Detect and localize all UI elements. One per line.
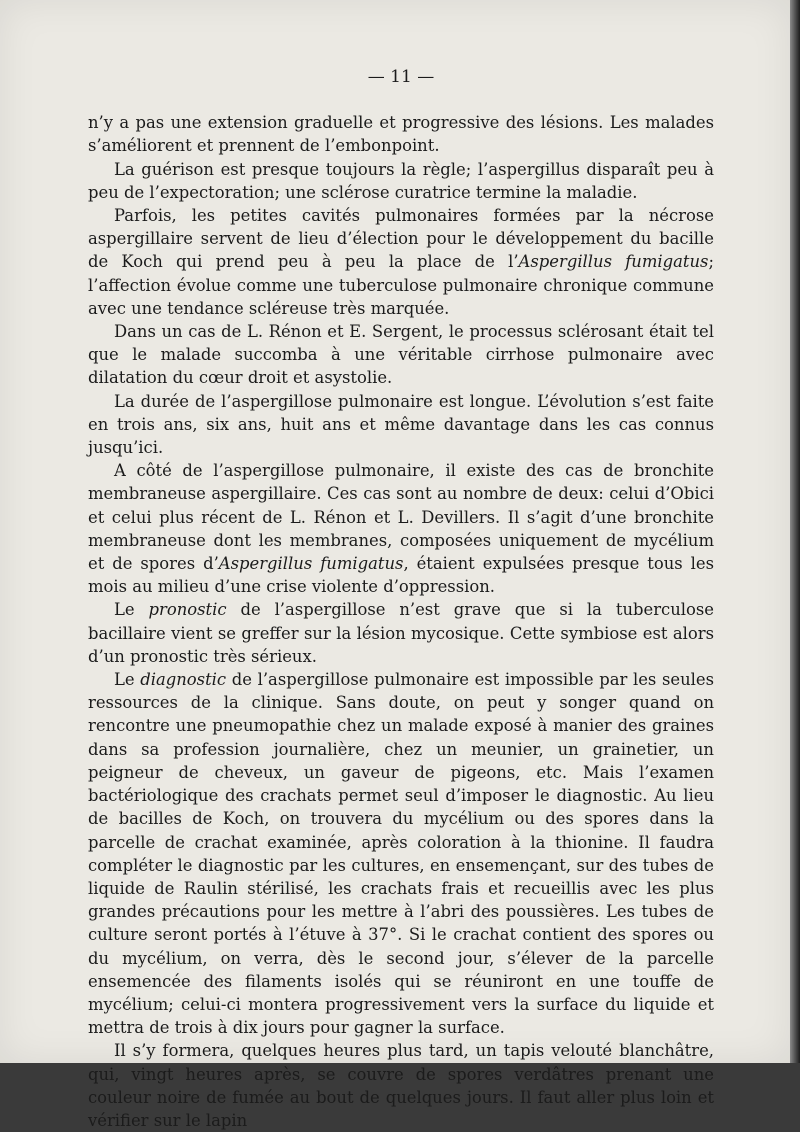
text-run: La durée de l’aspergillose pulmonaire est longue. L’évolution s’est faite en trois ans, six ans, huit ans et même davantage dans les cas connus jusqu’ici. <box>88 391 714 458</box>
text-run: Dans un cas de L. Rénon et E. Sergent, le processus sclérosant était tel que le malade succomba à une véritable cirrhose pulmonaire avec dilatation du cœur droit et asystolie. <box>88 322 714 388</box>
italic-term: Aspergillus fumigatus <box>218 554 404 574</box>
text-run: n’y a pas une extension graduelle et progressive des lésions. Les malades s’améliorent et prennent de l’embonpoint. <box>88 113 714 156</box>
text-run: A côté de l’aspergillose pulmonaire, il existe des cas de bronchite membraneuse aspergillaire. Ces cas sont au nombre de deux: celui d’Obici et celui plus récent de L. Rénon et L. Devillers. Il s’agit d’une bronchite membraneuse dont les membranes, composées uniquement de mycélium et de spores d’ <box>88 461 714 574</box>
paragraph-6 <box>88 459 714 598</box>
page-edge-shadow <box>790 0 800 1063</box>
text-run: La guérison est presque toujours la règle; l’aspergillus disparaît peu à peu de l’expectoration; une sclérose curatrice termine la maladie. <box>88 159 714 202</box>
text-run: Parfois, les petites cavités pulmonaires formées par la nécrose aspergillaire servent de lieu d’élection pour le développement du bacille de Koch qui prend peu à peu la place de l’ <box>88 206 714 272</box>
document-body <box>88 66 714 1132</box>
text-run: Le <box>114 600 149 620</box>
text-run: de l’aspergillose pulmonaire est impossible par les seules ressources de la clinique. Sans doute, on peut y songer quand on rencontre une pneumopathie chez un malade exposé à manier des graines dans sa profession journalière, chez un meunier, un grainetier, un peigneur de cheveux, un gaveur de pigeons, etc. Mais l’examen bactériologique des crachats permet seul d’imposer le diagnostic. Au lieu de bacilles de Koch, on trouvera du mycélium ou des spores dans la parcelle de crachat examinée, après coloration à la thionine. Il faudra compléter le diagnostic par les cultures, en ensemençant, sur des tubes de liquide de Raulin stérilisé, les crachats frais et recueillis avec les plus grandes précautions pour les mettre à l’abri des poussières. Les tubes de culture seront portés à l’étuve à 37°. Si le crachat contient des spores ou du mycélium, on verra, dès le second jour, s’élever de la parcelle ensemencée des filaments isolés qui se réuniront en une touffe de mycélium; celui-ci montera progressivement vers la surface du liquide et mettra de trois à dix jours pour gagner la surface. <box>88 670 715 1038</box>
page-number: — 11 — <box>367 67 435 87</box>
paragraph-4 <box>88 320 714 390</box>
paragraph-3 <box>88 204 714 320</box>
paragraph-2 <box>88 158 714 204</box>
paragraph-8 <box>88 668 714 1039</box>
text-run: de l’aspergillose n’est grave que si la tuberculose bacillaire vient se greffer sur la lésion mycosique. Cette symbiose est alors d’un pronostic très sérieux. <box>88 600 714 666</box>
paragraph-1 <box>88 111 714 157</box>
text-run: Il s’y formera, quelques heures plus tard, un tapis velouté blanchâtre, qui, vingt heures après, se couvre de spores verdâtres prenant une couleur noire de fumée au bout de quelques jours. Il faut aller plus loin et vérifier sur le lapin <box>88 1041 714 1130</box>
text-run: ; l’affection évolue comme une tuberculose pulmonaire chronique commune avec une tendance scléreuse très marquée. <box>88 252 714 318</box>
paragraph-9 <box>88 1039 714 1132</box>
text-run: , étaient expulsées presque tous les mois au milieu d’une crise violente d’oppression. <box>88 554 715 597</box>
paragraph-5 <box>88 390 714 460</box>
italic-term: diagnostic <box>140 670 227 690</box>
paragraph-list <box>88 111 714 1132</box>
italic-term: Aspergillus fumigatus <box>518 252 709 272</box>
italic-term: pronostic <box>148 600 227 620</box>
text-run: Le <box>114 670 141 690</box>
paragraph-7 <box>88 598 714 668</box>
